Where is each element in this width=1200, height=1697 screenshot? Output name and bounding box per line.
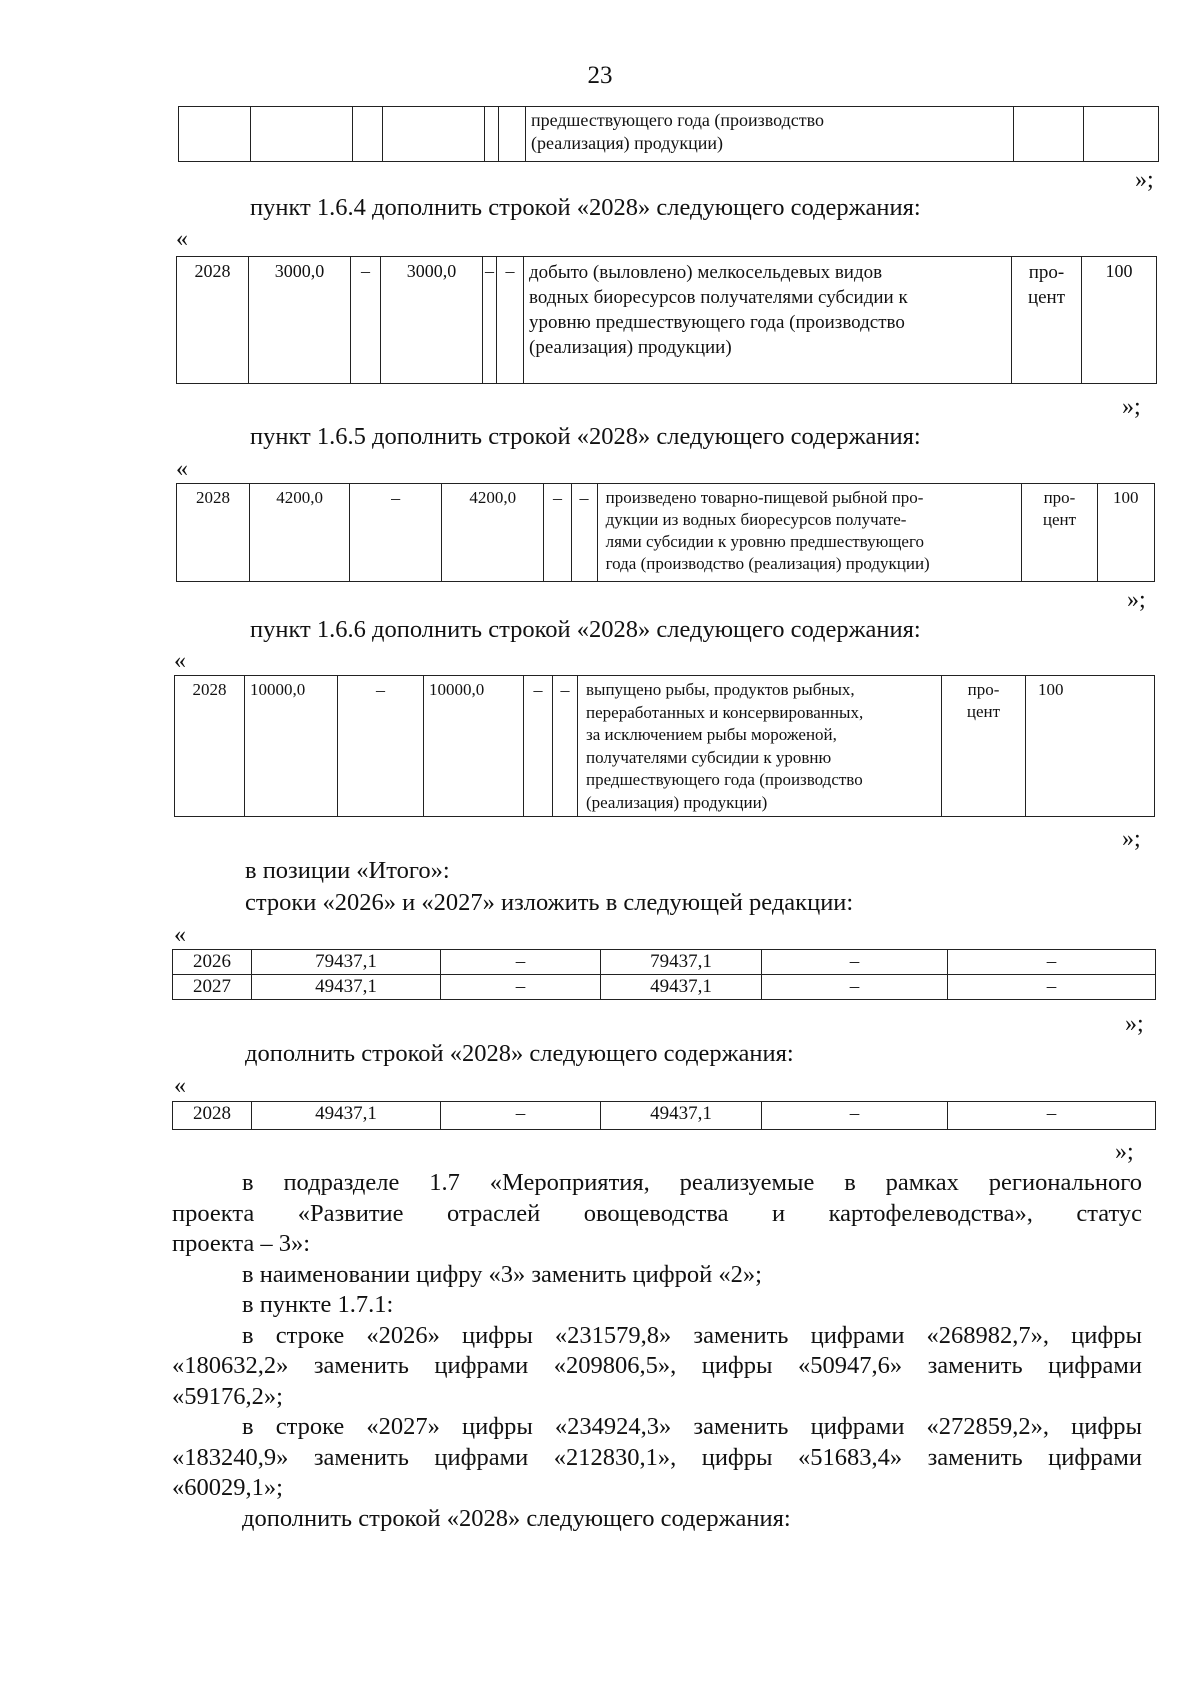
text-line: в наименовании цифру «3» заменить цифрой «2»; <box>242 1260 762 1288</box>
text-line: добыто (выловлено) мелкосельдевых видов <box>529 262 883 283</box>
open-quote: « <box>174 922 186 948</box>
dash-cell: – <box>441 1102 601 1130</box>
page-number: 23 <box>587 62 613 89</box>
total-cell: 49437,1 <box>252 975 441 1000</box>
dash-cell: – <box>571 484 597 582</box>
indicator-text-cell <box>526 107 1014 162</box>
regional-cell: 49437,1 <box>601 975 762 1000</box>
open-quote: « <box>174 1073 186 1099</box>
text-line: получателями субсидии к уровню <box>586 747 832 767</box>
unit-line: про- <box>1028 262 1065 283</box>
add-2028-heading: дополнить строкой «2028» следующего содержания: <box>245 1040 794 1067</box>
dash-cell: – <box>441 975 601 1000</box>
text-line: уровню предшествующего года (производство <box>529 312 905 333</box>
close-quote: »; <box>1125 1011 1144 1037</box>
total-cell: 79437,1 <box>252 950 441 975</box>
unit-cell <box>942 676 1026 817</box>
text-line: «59176,2»; <box>172 1382 283 1410</box>
table-cell <box>1014 107 1084 162</box>
open-quote: « <box>174 648 186 674</box>
open-quote: « <box>176 226 188 252</box>
text-line: «180632,2» заменить цифрами «209806,5», цифры «50947,6» заменить цифрами <box>172 1352 1142 1379</box>
dash-cell: – <box>948 975 1156 1000</box>
table-row <box>173 950 1156 975</box>
text-line: (реализация) продукции) <box>586 792 768 812</box>
text-line: выпущено рыбы, продуктов рыбных, <box>586 680 855 699</box>
itogo-line-1: в позиции «Итого»: <box>245 857 450 884</box>
regional-cell: 49437,1 <box>601 1102 762 1130</box>
year-cell: 2028 <box>173 1102 252 1130</box>
table-cell <box>499 107 526 162</box>
text-line: за исключением рыбы мороженой, <box>586 725 837 744</box>
heading-1-6-6: пункт 1.6.6 дополнить строкой «2028» следующего содержания: <box>250 616 921 643</box>
close-quote: »; <box>1122 394 1141 420</box>
text-line: произведено товарно-пищевой рыбной про- <box>605 488 924 507</box>
itogo-line-2: строки «2026» и «2027» изложить в следующей редакции: <box>245 889 854 916</box>
dash-cell: – <box>948 1102 1156 1130</box>
indicator-text-cell <box>597 484 1022 582</box>
table-cell <box>251 107 353 162</box>
text-line: предшествующего года (производство <box>586 770 863 789</box>
year-cell: 2028 <box>175 676 245 817</box>
text-line: водных биоресурсов получателями субсидии к <box>529 287 908 308</box>
value-cell: 100 <box>1026 676 1155 817</box>
table-row <box>173 1102 1156 1130</box>
heading-1-6-4: пункт 1.6.4 дополнить строкой «2028» следующего содержания: <box>250 194 921 221</box>
section-1-7-paragraph <box>172 1168 1142 1534</box>
dash-cell: – <box>544 484 571 582</box>
regional-cell: 79437,1 <box>601 950 762 975</box>
regional-cell: 3000,0 <box>381 257 483 384</box>
indicator-text-cell <box>524 257 1012 384</box>
close-quote: »; <box>1135 167 1154 193</box>
total-cell: 3000,0 <box>249 257 351 384</box>
table-cell <box>353 107 383 162</box>
year-cell: 2027 <box>173 975 252 1000</box>
text-line: дополнить строкой «2028» следующего содержания: <box>242 1504 791 1532</box>
table-row <box>173 975 1156 1000</box>
value-cell: 100 <box>1097 484 1154 582</box>
table-itogo-2028 <box>172 1101 1156 1130</box>
text-line: «60029,1»; <box>172 1474 283 1501</box>
dash-cell: – <box>351 257 381 384</box>
table-1-6-4 <box>176 256 1157 384</box>
year-cell: 2028 <box>177 257 249 384</box>
text-line: переработанных и консервированных, <box>586 702 864 722</box>
year-cell: 2028 <box>177 484 250 582</box>
total-cell: 4200,0 <box>250 484 350 582</box>
close-quote: »; <box>1122 826 1141 852</box>
dash-cell: – <box>948 950 1156 975</box>
text-line: проекта «Развитие отраслей овощеводства и картофелеводства», статус <box>172 1199 1142 1227</box>
table-cell <box>383 107 485 162</box>
table-cell <box>1084 107 1159 162</box>
total-cell: 49437,1 <box>252 1102 441 1130</box>
text-line: (реализация) продукции) <box>531 132 724 153</box>
continuation-table <box>178 106 1159 162</box>
text-line: (реализация) продукции) <box>529 337 732 358</box>
dash-cell: – <box>350 484 442 582</box>
value-cell: 100 <box>1082 257 1157 384</box>
text-line: «183240,9» заменить цифрами «212830,1», цифры «51683,4» заменить цифрами <box>172 1443 1142 1471</box>
close-quote: »; <box>1115 1139 1134 1165</box>
unit-line: про- <box>967 680 1000 699</box>
text-line: в строке «2026» цифры «231579,8» заменить цифрами «268982,7», цифры <box>242 1321 1142 1349</box>
text-line: в подразделе 1.7 «Мероприятия, реализуемые в рамках регионального <box>242 1169 1142 1196</box>
total-cell: 10000,0 <box>245 676 338 817</box>
unit-line: цент <box>1027 287 1066 308</box>
text-line: предшествующего года (производство <box>531 110 824 130</box>
table-1-6-5 <box>176 483 1155 582</box>
heading-1-6-5: пункт 1.6.5 дополнить строкой «2028» следующего содержания: <box>250 423 921 450</box>
close-quote: »; <box>1127 587 1146 613</box>
dash-cell: – <box>483 257 497 384</box>
text-line: в пункте 1.7.1: <box>242 1291 394 1318</box>
unit-cell <box>1022 484 1097 582</box>
text-line: года (производство (реализация) продукции) <box>605 554 930 573</box>
dash-cell: – <box>441 950 601 975</box>
indicator-text-cell <box>578 676 942 817</box>
regional-cell: 4200,0 <box>442 484 544 582</box>
dash-cell: – <box>524 676 553 817</box>
table-1-6-6 <box>174 675 1155 817</box>
dash-cell: – <box>762 975 948 1000</box>
dash-cell: – <box>762 1102 948 1130</box>
text-line: в строке «2027» цифры «234924,3» заменить цифрами «272859,2», цифры <box>242 1413 1142 1440</box>
unit-line: про- <box>1043 488 1076 507</box>
table-cell <box>179 107 251 162</box>
dash-cell: – <box>762 950 948 975</box>
text-line: проекта – 3»: <box>172 1230 311 1257</box>
unit-cell <box>1012 257 1082 384</box>
dash-cell: – <box>497 257 524 384</box>
open-quote: « <box>176 456 188 482</box>
year-cell: 2026 <box>173 950 252 975</box>
text-line: дукции из водных биоресурсов получате- <box>605 510 907 529</box>
unit-line: цент <box>1042 510 1077 529</box>
text-line: лями субсидии к уровню предшествующего <box>605 532 925 551</box>
regional-cell: 10000,0 <box>424 676 524 817</box>
table-cell <box>485 107 499 162</box>
dash-cell: – <box>553 676 578 817</box>
dash-cell: – <box>338 676 424 817</box>
table-itogo <box>172 949 1156 1000</box>
unit-line: цент <box>966 702 1001 721</box>
